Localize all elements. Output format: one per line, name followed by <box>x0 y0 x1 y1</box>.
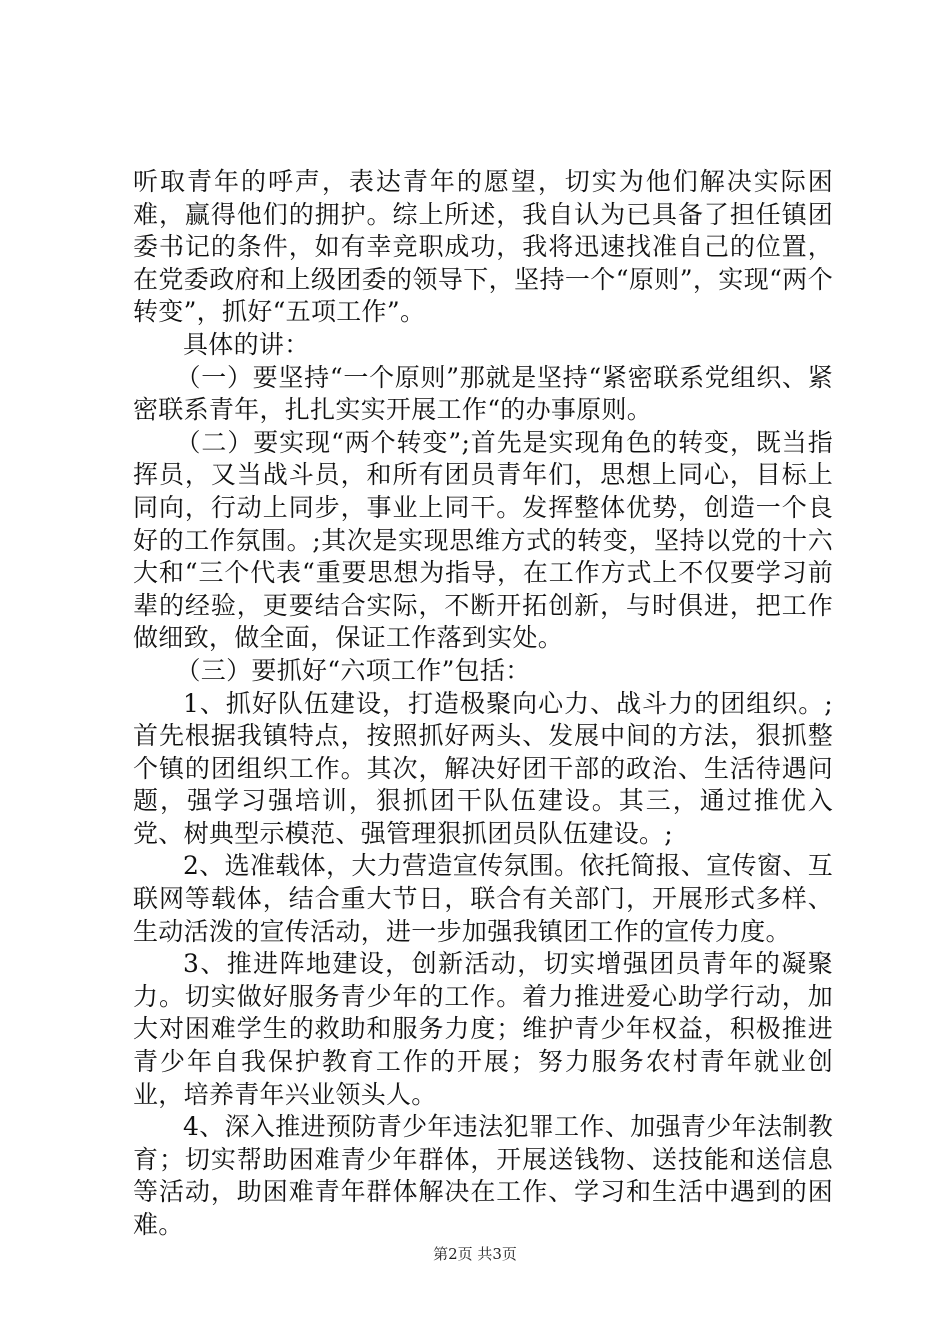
paragraph-task-3: 3、推进阵地建设，创新活动，切实增强团员青年的凝聚力。切实做好服务青少年的工作。着力推进爱心助学行动，加大对困难学生的救助和服务力度；维护青少年权益，积极推进青少年自我保护教育工作的开展；努力服务农村青年就业创业，培养青年兴业领头人。 <box>133 949 833 1109</box>
paragraph-intro: 具体的讲： <box>183 329 310 359</box>
paragraph-six-tasks: （三）要抓好“六项工作”包括： <box>175 655 531 685</box>
paragraph-task-4: 4、深入推进预防青少年违法犯罪工作、加强青少年法制教育；切实帮助困难青少年群体，开展送钱物、送技能和送信息等活动，助困难青年群体解决在工作、学习和生活中遇到的困难。 <box>133 1112 833 1239</box>
page-number-footer: 第2页 共3页 <box>433 1245 517 1263</box>
paragraph-task-2: 2、选准载体，大力营造宣传氛围。依托简报、宣传窗、互联网等载体，结合重大节日，联合有关部门，开展形式多样、生动活泼的宣传活动，进一步加强我镇团工作的宣传力度。 <box>133 851 833 946</box>
paragraph-transformations: （二）要实现“两个转变”;首先是实现角色的转变，既当指挥员，又当战斗员，和所有团员青年们，思想上同心，目标上同向，行动上同步，事业上同干。发挥整体优势，创造一个良好的工作氛围。;其次是实现思维方式的转变，坚持以党的十六大和“三个代表“重要思想为指导，在工作方式上不仅要学习前辈的经验，更要结合实际，不断开拓创新，与时俱进，把工作做细致，做全面，保证工作落到实处。 <box>133 427 833 653</box>
document-body <box>133 166 833 1242</box>
paragraph-principle: （一）要坚持“一个原则”那就是坚持“紧密联系党组织、紧密联系青年，扎扎实实开展工作“的办事原则。 <box>133 362 833 425</box>
paragraph-task-1: 1、抓好队伍建设，打造极聚向心力、战斗力的团组织。;首先根据我镇特点，按照抓好两头、发展中间的方法，狠抓整个镇的团组织工作。其次，解决好团干部的政治、生活待遇问题，强学习强培训，狠抓团干队伍建设。其三，通过推优入党、树典型示模范、强管理狠抓团员队伍建设。; <box>133 688 833 848</box>
paragraph-continuation: 听取青年的呼声，表达青年的愿望，切实为他们解决实际困难，赢得他们的拥护。综上所述，我自认为已具备了担任镇团委书记的条件，如有幸竞职成功，我将迅速找准自己的位置，在党委政府和上级团委的领导下，坚持一个“原则”，实现“两个转变”，抓好“五项工作”。 <box>133 167 833 327</box>
